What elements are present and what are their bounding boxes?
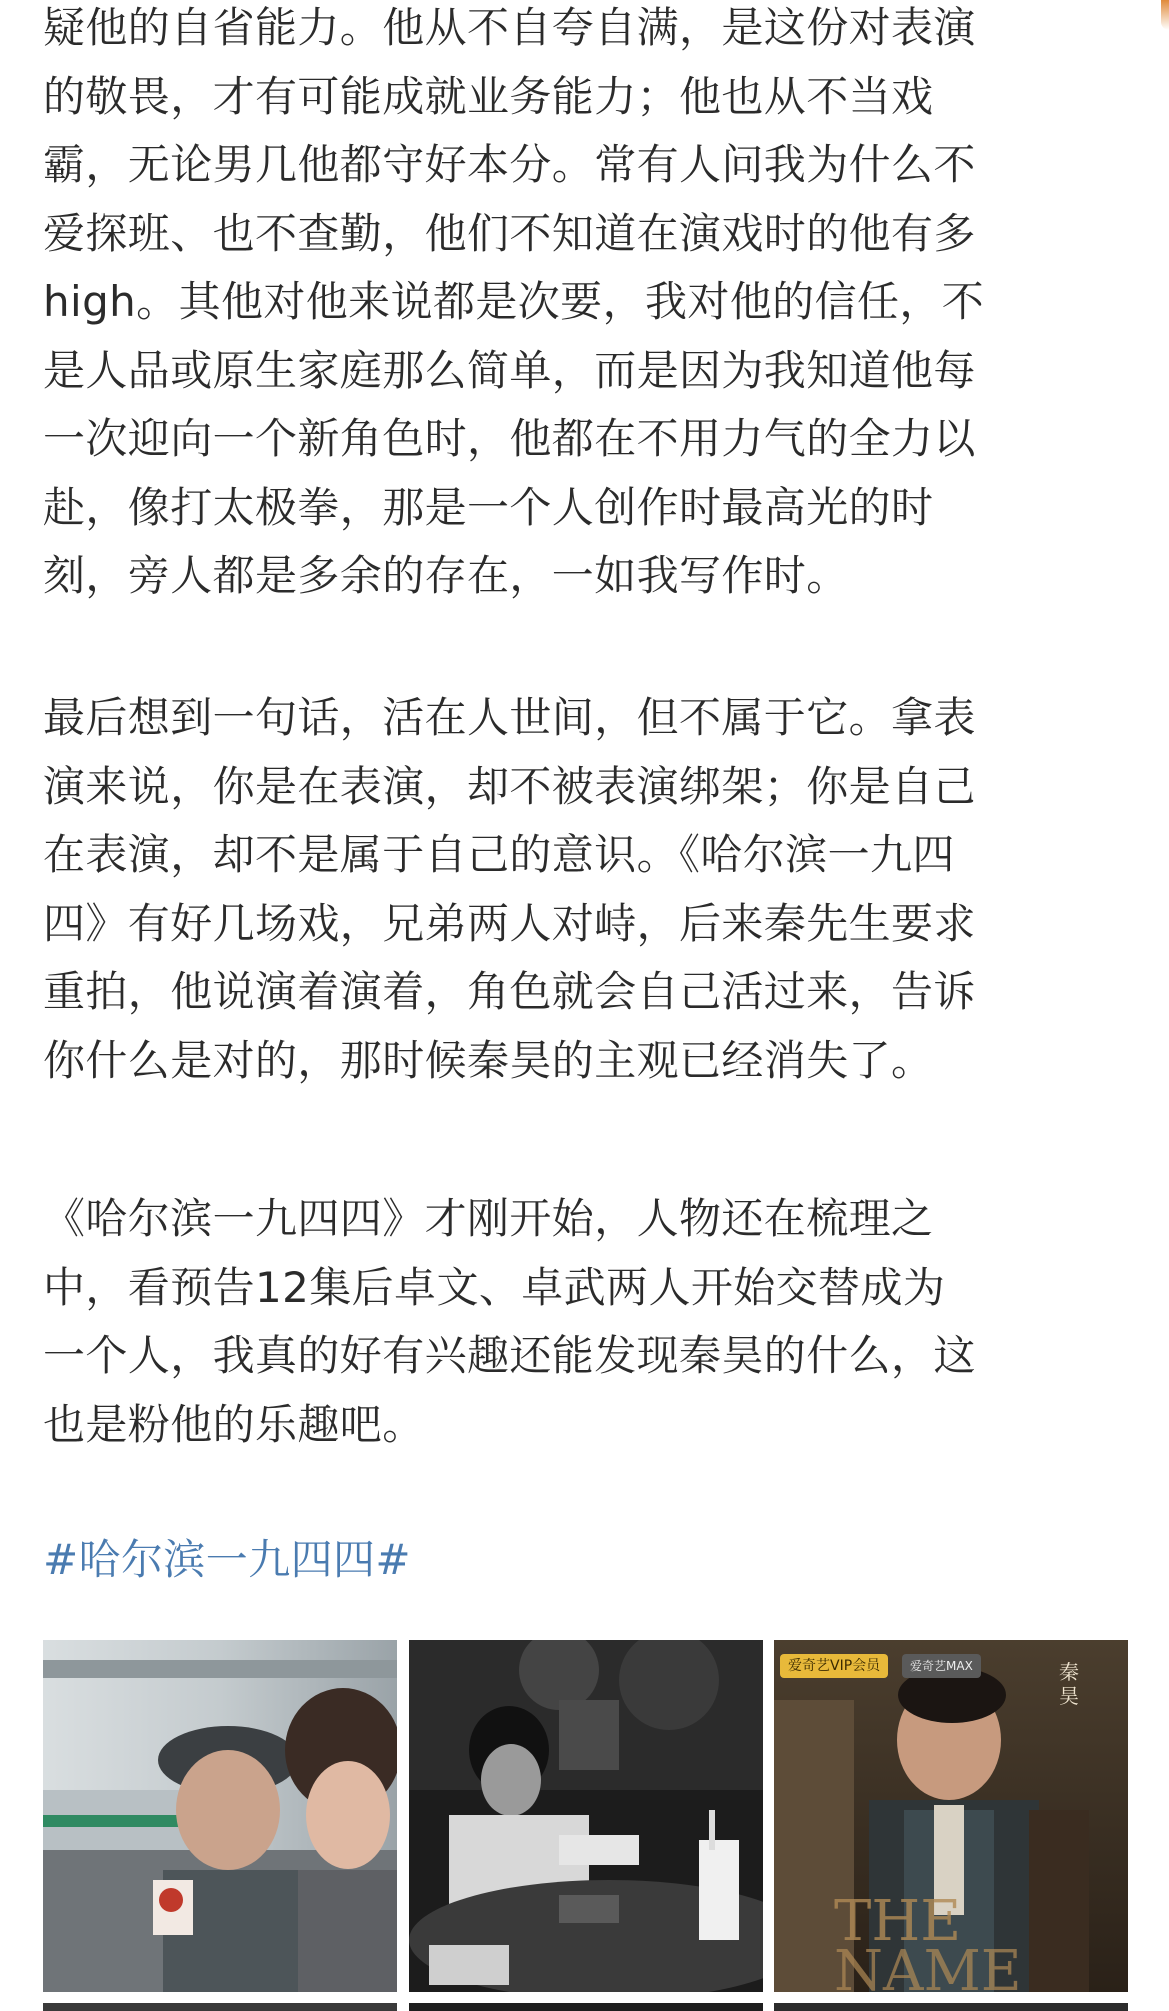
photo-grid <box>43 1640 1133 2011</box>
paragraph-line: 的敬畏，才有可能成就业务能力；他也从不当戏 <box>43 71 934 121</box>
poster-actor-name: 秦昊 <box>1059 1660 1079 1708</box>
paragraph-line: 刻，旁人都是多余的存在，一如我写作时。 <box>43 551 849 600</box>
paragraph-line: 演来说，你是在表演，却不被表演绑架；你是自己 <box>43 761 976 811</box>
paragraph-line: 也是粉他的乐趣吧。 <box>43 1399 425 1449</box>
photo-thumbnail-6-partial[interactable] <box>774 2003 1128 2011</box>
poster-max-badge: 爱奇艺MAX <box>902 1654 981 1678</box>
paragraph-line: 一个人，我真的好有兴趣还能发现秦昊的什么，这 <box>43 1331 976 1380</box>
photo-thumbnail-2[interactable] <box>409 1640 763 1992</box>
paragraph-3 <box>43 1185 976 1459</box>
paragraph-line: 爱探班、也不查勤，他们不知道在演戏时的他有多 <box>43 208 976 258</box>
paragraph-line: 是人品或原生家庭那么简单，而是因为我知道他每 <box>43 345 976 395</box>
paragraph-line: 疑他的自省能力。他从不自夸自满，是这份对表演 <box>43 3 976 52</box>
svg-text:THE: THE <box>834 1889 962 1954</box>
paragraph-line: 最后想到一句话，活在人世间，但不属于它。拿表 <box>43 693 976 742</box>
paragraph-line: 一次迎向一个新角色时，他都在不用力气的全力以 <box>43 414 976 463</box>
photo-thumbnail-4-partial[interactable] <box>43 2003 397 2011</box>
hashtag-link[interactable]: #哈尔滨一九四四# <box>43 1535 411 1584</box>
photo-thumbnail-3[interactable] <box>774 1640 1128 1992</box>
photo-bw-reading-man-icon <box>409 1640 763 1992</box>
paragraph-line: 四》有好几场戏，兄弟两人对峙，后来秦先生要求 <box>43 898 976 948</box>
paragraph-line: 《哈尔滨一九四四》才刚开始，人物还在梳理之 <box>43 1194 934 1243</box>
paragraph-line: 你什么是对的，那时候秦昊的主观已经消失了。 <box>43 1035 934 1085</box>
photo-thumbnail-5-partial[interactable] <box>409 2003 763 2011</box>
poster-vip-badge: 爱奇艺VIP会员 <box>780 1654 888 1678</box>
paragraph-line: 赴，像打太极拳，那是一个人创作时最高光的时 <box>43 482 934 532</box>
paragraph-line: 中，看预告12集后卓文、卓武两人开始交替成为 <box>43 1262 946 1312</box>
paragraph-1 <box>43 0 984 611</box>
paragraph-line: 在表演，却不是属于自己的意识。《哈尔滨一九四 <box>43 830 955 879</box>
scroll-edge-accent <box>1161 0 1169 30</box>
photo-thumbnail-1[interactable] <box>43 1640 397 1992</box>
paragraph-2 <box>43 684 976 1095</box>
paragraph-line: 重拍，他说演着演着，角色就会自己活过来，告诉 <box>43 967 976 1016</box>
svg-text:NAME: NAME <box>834 1939 1022 1992</box>
paragraph-line: 霸，无论男几他都守好本分。常有人问我为什么不 <box>43 140 976 189</box>
paragraph-line: high。其他对他来说都是次要，我对他的信任，不 <box>43 277 985 326</box>
photo-train-couple-icon <box>43 1640 397 1992</box>
